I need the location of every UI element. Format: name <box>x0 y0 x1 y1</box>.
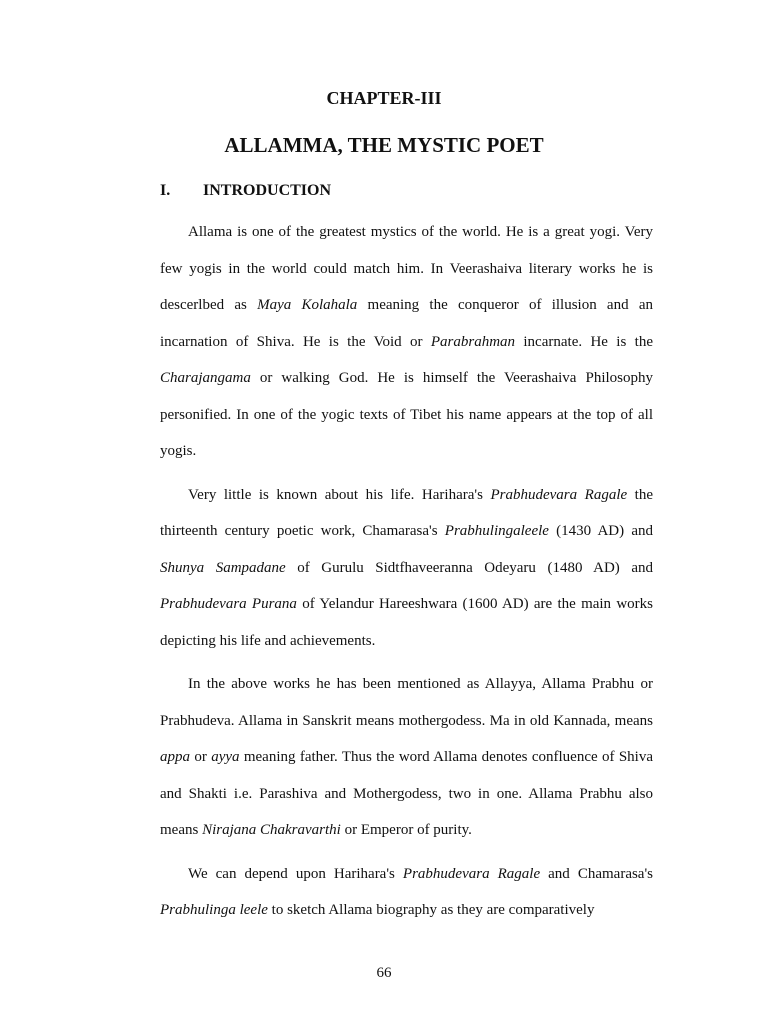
text-run: We can depend upon Harihara's <box>188 865 403 882</box>
italic-term: Prabhudevara Ragale <box>490 486 628 503</box>
text-run: (1430 AD) and <box>548 523 653 539</box>
text-run: In the above works he has been mentioned as Allayya, Allama Prabhu or Prabhudeva. Allama in Sanskrit means mothergodess. Ma in old Kannada, means <box>160 676 653 729</box>
italic-term: appa <box>160 749 190 765</box>
text-run: the thirteenth century poetic work, Chamarasa's <box>160 486 653 539</box>
text-run: of Gurulu Sidtfhaveeranna Odeyaru (1480 AD) and <box>285 559 653 576</box>
section-title: INTRODUCTION <box>203 182 332 199</box>
italic-term: Parabrahman <box>430 333 516 350</box>
italic-term: ayya <box>211 749 240 765</box>
section-heading <box>160 182 331 200</box>
italic-term: Prabhudevara Purana <box>160 596 297 612</box>
text-run: or <box>190 749 212 765</box>
text-run: and Chamarasa's <box>540 865 654 882</box>
italic-term: Maya Kolahala <box>257 297 358 313</box>
text-run: incarnate. He is the <box>515 333 653 350</box>
text-run: meaning father. Thus the word Allama denotes confluence of Shiva and Shakti i.e. Parashiva and Mothergodess, two in one. Allama Prabhu also means <box>160 749 653 838</box>
italic-term: Nirajana Chakravarthi <box>202 822 341 838</box>
body-text <box>160 214 653 936</box>
text-run: Allama is one of the greatest mystics of the world. He is a great yogi. Very few yogis in the world could match him. In Veerashaiva literary works he is descerlbed as <box>160 224 653 313</box>
page-number: 66 <box>376 965 392 981</box>
italic-term: Charajangama <box>160 370 251 386</box>
text-run: to sketch Allama biography as they are comparatively <box>267 902 595 918</box>
chapter-title: ALLAMMA, THE MYSTIC POET <box>224 133 544 157</box>
section-number: I. <box>160 182 171 199</box>
body-paragraph <box>160 666 653 849</box>
text-run: or walking God. He is himself the Veerashaiva Philosophy personified. In one of the yogic texts of Tibet his name appears at the top of all yogis. <box>160 370 653 459</box>
text-run: of Yelandur Hareeshwara (1600 AD) are the main works depicting his life and achievements. <box>160 596 653 649</box>
italic-term: Prabhudevara Ragale <box>402 865 541 882</box>
text-run: Very little is known about his life. Harihara's <box>188 486 491 503</box>
text-run: or Emperor of purity. <box>340 822 472 838</box>
body-paragraph <box>160 856 653 929</box>
body-paragraph <box>160 477 653 660</box>
chapter-heading: CHAPTER-III <box>326 88 442 108</box>
italic-term: Prabhulingaleele <box>444 523 549 539</box>
body-paragraph <box>160 214 653 470</box>
italic-term: Prabhulinga leele <box>160 902 268 918</box>
italic-term: Shunya Sampadane <box>160 559 286 576</box>
text-run: meaning the conqueror of illusion and an incarnation of Shiva. He is the Void or <box>160 297 653 350</box>
